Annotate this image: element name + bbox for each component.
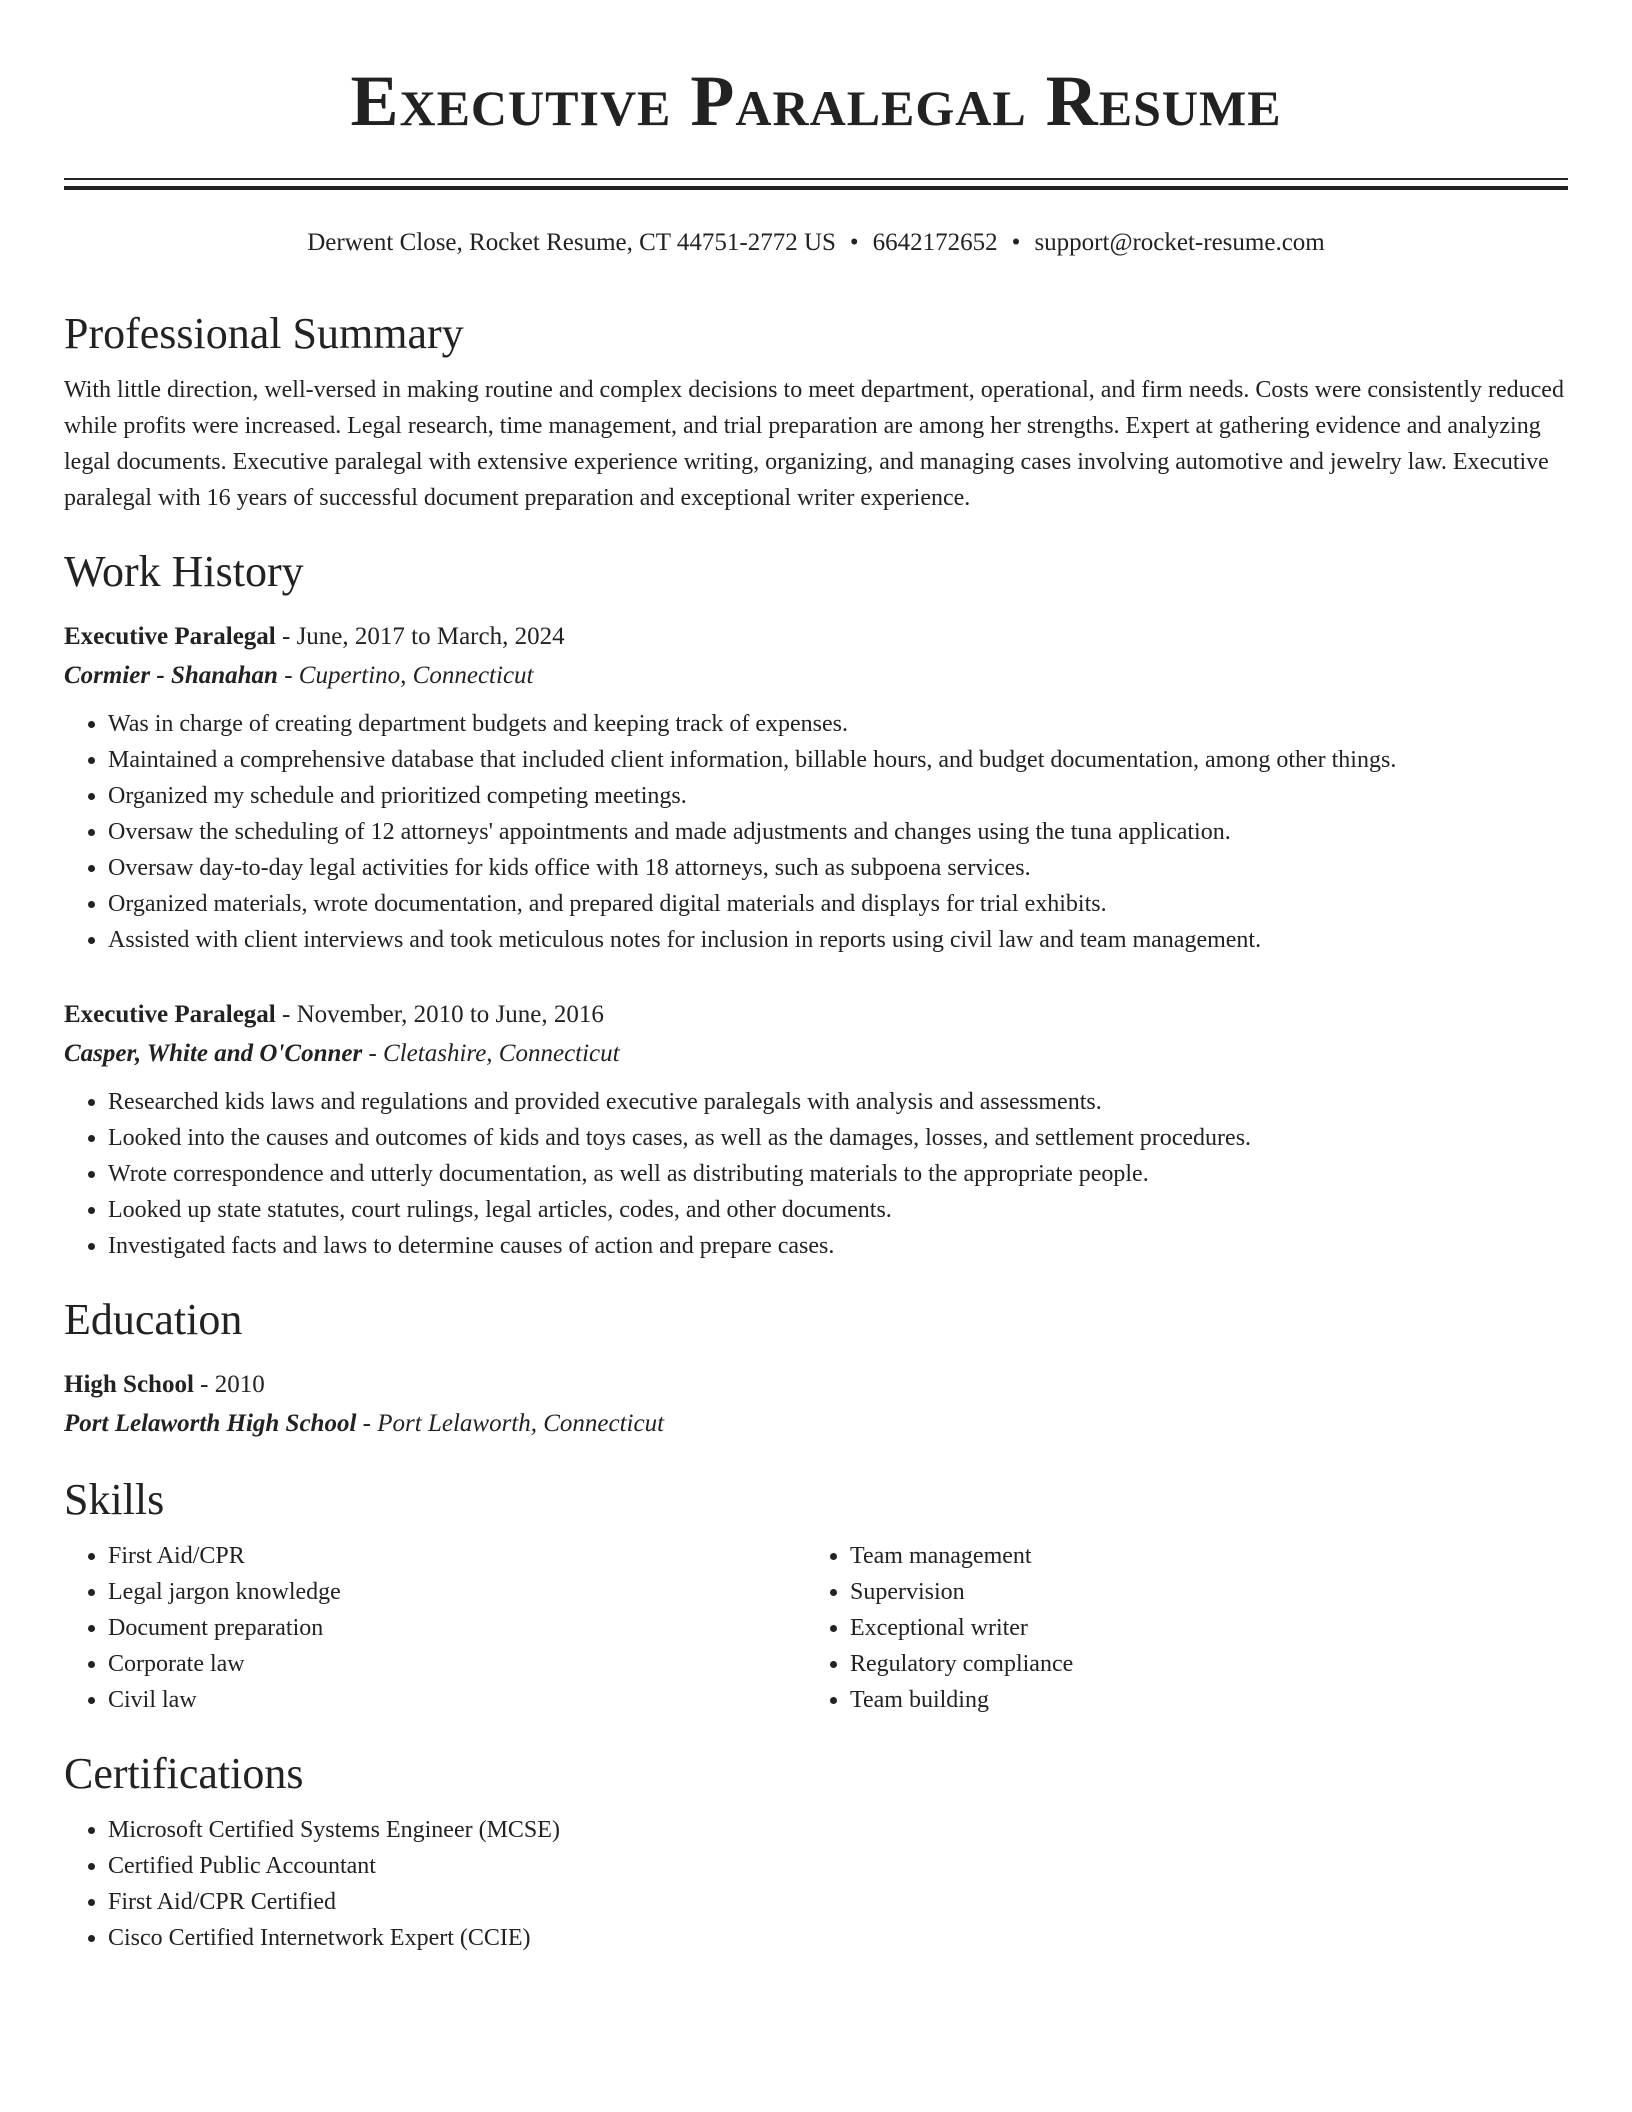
certifications-list	[64, 1812, 1568, 1956]
education-school: Port Lelaworth High School	[64, 1410, 357, 1437]
list-item: • Cisco Certified Internetwork Expert (CCIE)	[108, 1920, 1568, 1956]
job-dates: - November, 2010 to June, 2016	[282, 1001, 604, 1028]
list-item: • Organized materials, wrote documentation, and prepared digital materials and displays for trial exhibits.	[108, 886, 1568, 922]
list-item: • Legal jargon knowledge	[108, 1574, 806, 1610]
education-heading: Education	[64, 1295, 243, 1344]
title-divider	[64, 178, 1568, 190]
divider-thin-line	[64, 178, 1568, 180]
skills-column-right	[806, 1538, 1548, 1718]
contact-email: support@rocket-resume.com	[1034, 229, 1325, 256]
education-year: - 2010	[200, 1371, 265, 1398]
list-item: • First Aid/CPR Certified	[108, 1884, 1568, 1920]
job-location: - Cupertino, Connecticut	[284, 662, 534, 689]
list-item: • Assisted with client interviews and took meticulous notes for inclusion in reports using civil law and team management.	[108, 922, 1568, 958]
list-item: • Team building	[850, 1682, 1548, 1718]
education-location: - Port Lelaworth, Connecticut	[362, 1410, 665, 1437]
contact-address: Derwent Close, Rocket Resume, CT 44751-2772 US	[307, 229, 836, 256]
list-item: • Oversaw the scheduling of 12 attorneys' appointments and made adjustments and changes using the tuna application.	[108, 814, 1568, 850]
job-duties-list	[64, 706, 1568, 958]
contact-separator: •	[849, 229, 859, 256]
list-item: • Maintained a comprehensive database that included client information, billable hours, and budget documentation, among other things.	[108, 742, 1568, 778]
work-history-heading: Work History	[64, 547, 304, 596]
job-title: Executive Paralegal	[64, 623, 276, 650]
list-item: • Microsoft Certified Systems Engineer (MCSE)	[108, 1812, 1568, 1848]
list-item: • Investigated facts and laws to determine causes of action and prepare cases.	[108, 1228, 1568, 1264]
list-item: • Civil law	[108, 1682, 806, 1718]
divider-thick-line	[64, 186, 1568, 190]
summary-text: With little direction, well-versed in making routine and complex decisions to meet department, operational, and firm needs. Costs were consistently reduced while profits were increased. Legal research, time management, and trial preparation are among her strengths. Expert at gathering evidence and analyzing legal documents. Executive paralegal with extensive experience writing, organizing, and managing cases involving automotive and jewelry law. Executive paralegal with 16 years of successful document preparation and exceptional writer experience.	[64, 377, 1564, 511]
resume-title: Executive Paralegal Resume	[350, 61, 1282, 141]
certifications-heading: Certifications	[64, 1749, 304, 1798]
list-item: • Oversaw day-to-day legal activities for kids office with 18 attorneys, such as subpoena services.	[108, 850, 1568, 886]
list-item: • Team management	[850, 1538, 1548, 1574]
job-entry	[64, 618, 1568, 958]
list-item: • Looked into the causes and outcomes of kids and toys cases, as well as the damages, losses, and settlement procedures.	[108, 1120, 1568, 1156]
job-location: - Cletashire, Connecticut	[368, 1040, 620, 1067]
list-item: • Document preparation	[108, 1610, 806, 1646]
job-company-line	[64, 656, 1568, 696]
skills-list	[64, 1538, 806, 1718]
job-entry	[64, 996, 1568, 1264]
list-item: • Corporate law	[108, 1646, 806, 1682]
job-company: Cormier - Shanahan	[64, 662, 278, 689]
contact-separator: •	[1011, 229, 1021, 256]
list-item: • Was in charge of creating department budgets and keeping track of expenses.	[108, 706, 1568, 742]
job-dates: - June, 2017 to March, 2024	[282, 623, 565, 650]
skills-grid	[64, 1538, 1568, 1718]
list-item: • Organized my schedule and prioritized competing meetings.	[108, 778, 1568, 814]
skills-heading: Skills	[64, 1475, 165, 1524]
job-company-line	[64, 1034, 1568, 1074]
list-item: • Looked up state statutes, court rulings, legal articles, codes, and other documents.	[108, 1192, 1568, 1228]
summary-heading: Professional Summary	[64, 309, 464, 358]
list-item: • Exceptional writer	[850, 1610, 1548, 1646]
list-item: • Certified Public Accountant	[108, 1848, 1568, 1884]
education-entry	[64, 1366, 1568, 1444]
skills-list	[806, 1538, 1548, 1718]
list-item: • Researched kids laws and regulations and provided executive paralegals with analysis and assessments.	[108, 1084, 1568, 1120]
list-item: • Wrote correspondence and utterly documentation, as well as distributing materials to the appropriate people.	[108, 1156, 1568, 1192]
job-company: Casper, White and O'Conner	[64, 1040, 363, 1067]
contact-phone: 6642172652	[872, 229, 998, 256]
education-school-line	[64, 1404, 1568, 1444]
job-title: Executive Paralegal	[64, 1001, 276, 1028]
list-item: • Regulatory compliance	[850, 1646, 1548, 1682]
education-degree-line	[64, 1366, 1568, 1404]
contact-line	[64, 226, 1568, 260]
list-item: • Supervision	[850, 1574, 1548, 1610]
job-title-line	[64, 996, 1568, 1034]
list-item: • First Aid/CPR	[108, 1538, 806, 1574]
job-title-line	[64, 618, 1568, 656]
skills-column-left	[64, 1538, 806, 1718]
education-degree: High School	[64, 1371, 194, 1398]
job-duties-list	[64, 1084, 1568, 1264]
